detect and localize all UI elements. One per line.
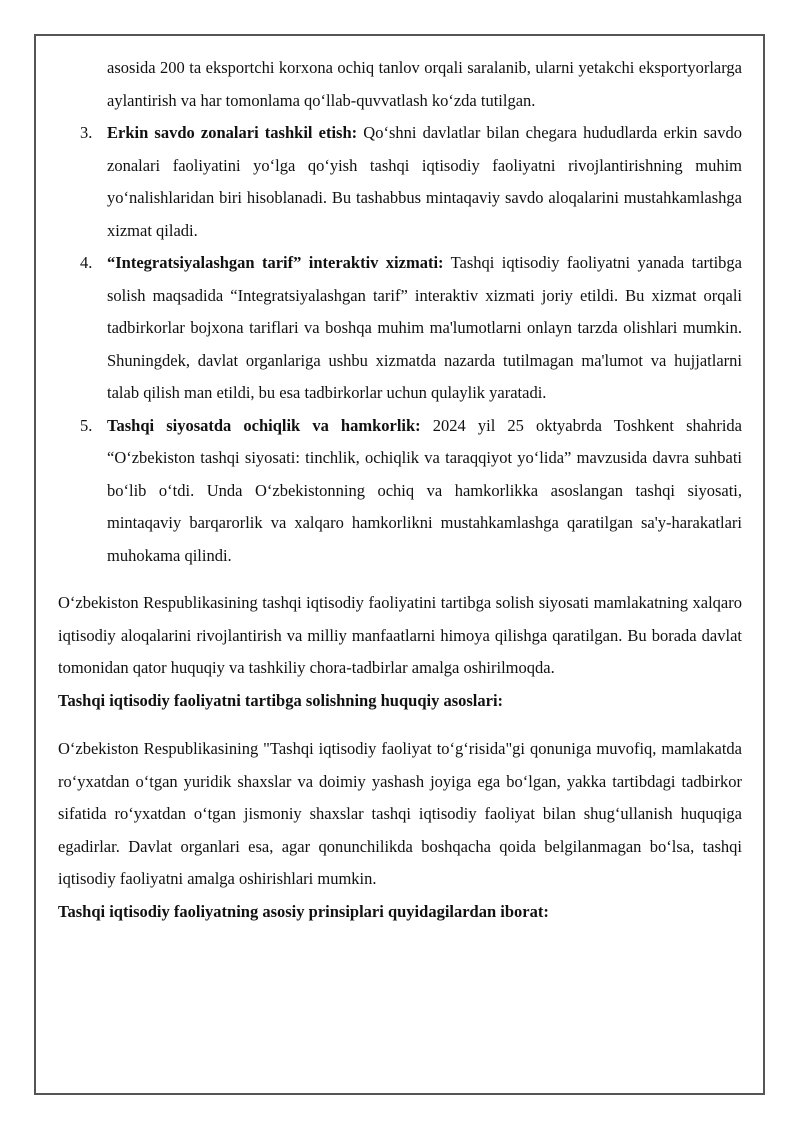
list-item-text: asosida 200 ta eksportchi korxona ochiq tanlov orqali saralanib, ularni yetakchi eksportyorlarga aylantirish va har tomonlama qo‘llab-quvvatlash ko‘zda tutilgan. bbox=[107, 58, 742, 110]
paragraph-law: O‘zbekiston Respublikasining "Tashqi iqtisodiy faoliyat to‘g‘risida"gi qonuniga muvofiq, mamlakatda ro‘yxatdan o‘tgan yuridik shaxslar va doimiy yashash joyiga ega bo‘lgan, yakka tartibdagi tadbirkor sifatida ro‘yxatdan o‘tgan jismoniy shaxslar tashqi iqtisodiy faoliyat bilan shug‘ullanish huquqiga egadirlar. Davlat organlari esa, agar qonunchilikda boshqacha qoida belgilanmagan bo‘lsa, tashqi iqtisodiy faoliyatni amalga oshirishlari mumkin. bbox=[58, 739, 742, 888]
list-item-title: Tashqi siyosatda ochiqlik va hamkorlik: bbox=[107, 415, 421, 435]
list-item-title: “Integratsiyalashgan tarif” interaktiv xizmati: bbox=[107, 253, 444, 272]
list-item-3 bbox=[58, 117, 742, 247]
list-item-5 bbox=[58, 410, 742, 573]
list-item-4 bbox=[58, 247, 742, 410]
list-item-continuation bbox=[58, 52, 742, 117]
list-item-text: Qo‘shni davlatlar bilan chegara hududlarda erkin savdo zonalari faoliyatini yo‘lga qo‘yish tashqi iqtisodiy faoliyatni rivojlantirishning muhim yo‘nalishlaridan biri hisoblanadi. Bu tashabbus mintaqaviy savdo aloqalarini mustahkamlashga xizmat qiladi. bbox=[107, 123, 742, 240]
list-item-number: 3. bbox=[80, 123, 93, 142]
paragraph-policy: O‘zbekiston Respublikasining tashqi iqtisodiy faoliyatini tartibga solish siyosati mamlakatning xalqaro iqtisodiy aloqalarini rivojlantirish va milliy manfaatlarni himoya qilishga qaratilgan. Bu borada davlat tomonidan qator huquqiy va tashkiliy chora-tadbirlar amalga oshirilmoqda. bbox=[58, 593, 742, 677]
document-body bbox=[58, 52, 742, 928]
list-item-text: Tashqi iqtisodiy faoliyatni yanada tartibga solish maqsadida “Integratsiyalashgan tarif” interaktiv xizmati joriy etildi. Bu xizmat orqali tadbirkorlar bojxona tariflari va boshqa muhim ma'lumotlarni onlayn tarzda olishlari mumkin. Shuningdek, davlat organlariga ushbu xizmatda nazarda tutilmagan ma'lumot va hujjatlarni talab qilish man etildi, bu esa tadbirkorlar uchun qulaylik yaratadi. bbox=[107, 253, 743, 402]
section-heading-principles: Tashqi iqtisodiy faoliyatning asosiy prinsiplari quyidagilardan iborat: bbox=[58, 901, 549, 921]
list-item-number: 4. bbox=[80, 253, 93, 272]
list-item-text: 2024 yil 25 oktyabrda Toshkent shahrida “O‘zbekiston tashqi siyosati: tinchlik, ochiqlik va taraqqiyot yo‘lida” mavzusida davra suhbati bo‘lib o‘tdi. Unda O‘zbekistonning ochiq va hamkorlikka asoslangan tashqi siyosati, mintaqaviy barqarorlik va xalqaro hamkorlikni mustahkamlashga qaratilgan sa'y-harakatlari muhokama qilindi. bbox=[107, 415, 742, 565]
section-heading-legal-basis: Tashqi iqtisodiy faoliyatni tartibga solishning huquqiy asoslari: bbox=[58, 690, 504, 710]
list-item-title: Erkin savdo zonalari tashkil etish: bbox=[107, 123, 358, 142]
list-item-number: 5. bbox=[80, 415, 93, 435]
